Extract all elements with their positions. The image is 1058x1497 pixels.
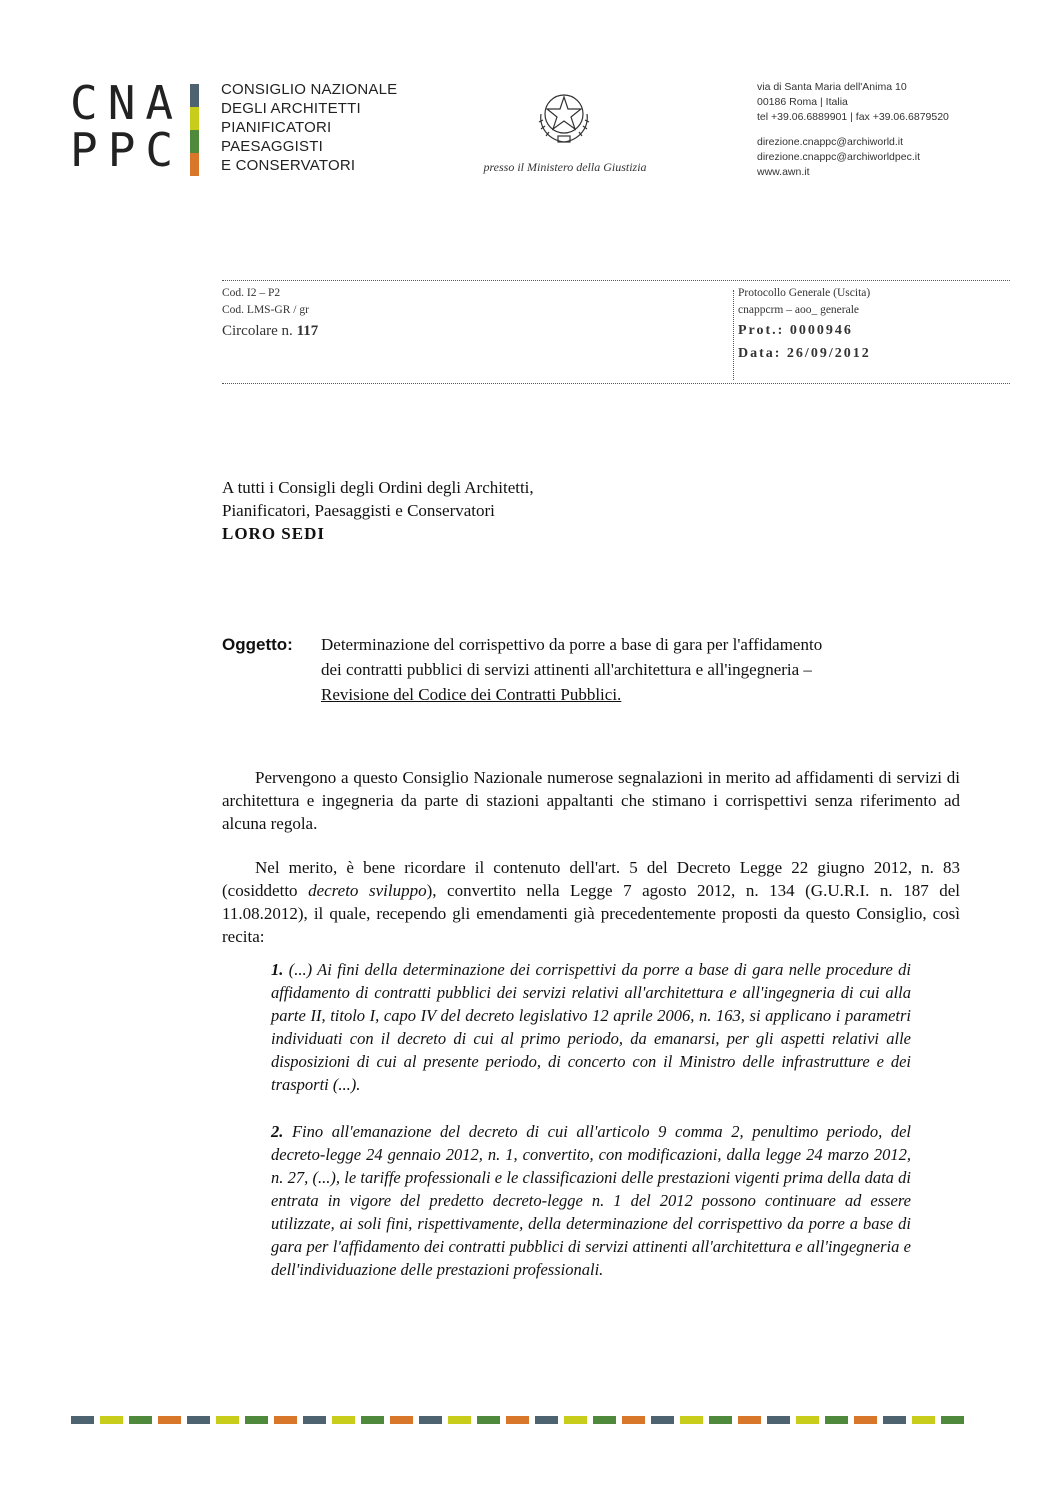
- footer-stripe-segment: [593, 1416, 616, 1424]
- footer-stripe-segment: [477, 1416, 500, 1424]
- footer-stripe-segment: [361, 1416, 384, 1424]
- subject-label: Oggetto:: [222, 635, 293, 654]
- footer-stripe-segment: [448, 1416, 471, 1424]
- footer-stripe-segment: [912, 1416, 935, 1424]
- color-segment: [190, 130, 199, 153]
- footer-stripe-segment: [767, 1416, 790, 1424]
- cnappc-logo: [70, 76, 184, 177]
- footer-stripe-segment: [680, 1416, 703, 1424]
- subject-line: Determinazione del corrispettivo da porre a base di gara per l'affidamento: [321, 635, 823, 654]
- footer-stripe-segment: [274, 1416, 297, 1424]
- footer-stripe-segment: [941, 1416, 964, 1424]
- subject-line: Revisione del Codice dei Contratti Pubblici.: [321, 685, 622, 704]
- footer-stripe-segment: [506, 1416, 529, 1424]
- address-line: 00186 Roma | Italia: [757, 96, 848, 108]
- footer-stripe-segment: [535, 1416, 558, 1424]
- protocol-number: Prot.: 0000946: [738, 323, 853, 338]
- footer-stripe-segment: [883, 1416, 906, 1424]
- footer-stripe-segment: [796, 1416, 819, 1424]
- organization-name: [221, 80, 397, 175]
- contact-block: [757, 80, 949, 180]
- registry-code: cnappcrm – aoo_ generale: [738, 304, 860, 316]
- footer-stripe-segment: [129, 1416, 152, 1424]
- code-line: Cod. I2 – P2: [222, 287, 281, 299]
- org-line: E CONSERVATORI: [221, 157, 356, 174]
- footer-stripe-segment: [622, 1416, 645, 1424]
- footer-stripe-segment: [303, 1416, 326, 1424]
- addressee-line: LORO SEDI: [222, 524, 325, 543]
- code-line: Cod. LMS-GR / gr: [222, 304, 309, 316]
- protocol-date: Data: 26/09/2012: [738, 346, 871, 361]
- color-segment: [190, 107, 199, 130]
- footer-stripe-segment: [825, 1416, 848, 1424]
- footer-stripe-segment: [158, 1416, 181, 1424]
- body-paragraph: Nel merito, è bene ricordare il contenuto dell'art. 5 del Decreto Legge 22 giugno 2012, n. 83 (cosiddetto decreto sviluppo), convertito nella Legge 7 agosto 2012, n. 134 (G.U.R.I. n. 187 del 11.08.2012), il quale, recependo gli emendamenti già precedentemente proposti da questo Consiglio, così recita:: [222, 858, 960, 946]
- italian-republic-emblem-icon: [533, 84, 595, 148]
- footer-stripe-segment: [100, 1416, 123, 1424]
- subject-text: [321, 632, 961, 707]
- pec-email-link[interactable]: direzione.cnappc@archiworldpec.it: [757, 151, 920, 163]
- protocol-info: [738, 285, 871, 365]
- footer-stripe-segment: [332, 1416, 355, 1424]
- footer-stripe-segment: [187, 1416, 210, 1424]
- website-link[interactable]: www.awn.it: [757, 166, 810, 178]
- footer-stripe-segment: [390, 1416, 413, 1424]
- org-line: CONSIGLIO NAZIONALE: [221, 81, 398, 98]
- circolare-number: Circolare n. 117: [222, 323, 319, 339]
- subject-line: dei contratti pubblici di servizi attinenti all'architettura e all'ingegneria –: [321, 660, 812, 679]
- divider: [733, 290, 734, 380]
- footer-stripe-segment: [71, 1416, 94, 1424]
- footer-stripe-segment: [651, 1416, 674, 1424]
- phone-fax: tel +39.06.6889901 | fax +39.06.6879520: [757, 111, 949, 123]
- logo-color-bar: [190, 84, 199, 176]
- law-quote: 2. Fino all'emanazione del decreto di cui all'articolo 9 comma 2, penultimo periodo, del decreto-legge 24 gennaio 2012, n. 1, convertito, con modificazioni, dalla legge 24 marzo 2012, n. 27, (...), le tariffe professionali e le classificazioni delle prestazioni vigenti prima della data di entrata in vigore del predetto decreto-legge n. 1 del 2012 possono continuare ad essere utilizzate, ai soli fini, rispettivamente, della determinazione del corrispettivo da porre a base di gara per l'affidamento dei contratti pubblici di servizi attinenti all'architettura e all'ingegneria e dell'individuazione delle prestazioni professionali.: [271, 1122, 911, 1279]
- footer-stripe-segment: [709, 1416, 732, 1424]
- footer-color-stripe: [71, 1416, 987, 1424]
- org-line: PAESAGGISTI: [221, 138, 323, 155]
- addressee: [222, 476, 534, 545]
- org-line: DEGLI ARCHITETTI: [221, 100, 361, 117]
- address-line: via di Santa Maria dell'Anima 10: [757, 81, 907, 93]
- law-quote: 1. (...) Ai fini della determinazione dei corrispettivi da porre a base di gara nelle procedure di affidamento di contratti pubblici dei servizi relativi all'architettura e all'ingegneria di cui alla parte II, titolo I, capo IV del decreto legislativo 12 aprile 2006, n. 163, si applicano i parametri individuati con il decreto di cui al primo periodo, da emanarsi, per gli aspetti relativi alle disposizioni di cui al presente periodo, di concerto con il Ministro delle infrastrutture e dei trasporti (...).: [271, 960, 911, 1094]
- footer-stripe-segment: [854, 1416, 877, 1424]
- footer-stripe-segment: [738, 1416, 761, 1424]
- divider: [222, 280, 1010, 281]
- body-paragraph: Pervengono a questo Consiglio Nazionale numerose segnalazioni in merito ad affidamenti di servizi di architettura e ingegneria da parte di stazioni appaltanti che stimano i corrispettivi senza riferimento ad alcuna regola.: [222, 768, 960, 833]
- color-segment: [190, 153, 199, 176]
- color-segment: [190, 84, 199, 107]
- divider: [222, 383, 1010, 384]
- footer-stripe-segment: [245, 1416, 268, 1424]
- addressee-line: A tutti i Consigli degli Ordini degli Architetti,: [222, 478, 534, 497]
- addressee-line: Pianificatori, Paesaggisti e Conservatori: [222, 501, 495, 520]
- org-line: PIANIFICATORI: [221, 119, 332, 136]
- protocol-label: Protocollo Generale (Uscita): [738, 287, 871, 299]
- footer-stripe-segment: [419, 1416, 442, 1424]
- logo-line-1: CNA: [70, 76, 184, 130]
- email-link[interactable]: direzione.cnappc@archiworld.it: [757, 136, 904, 148]
- ministry-caption: presso il Ministero della Giustizia: [483, 160, 647, 174]
- document-codes: [222, 285, 318, 342]
- logo-line-2: PPC: [70, 123, 184, 177]
- footer-stripe-segment: [564, 1416, 587, 1424]
- footer-stripe-segment: [216, 1416, 239, 1424]
